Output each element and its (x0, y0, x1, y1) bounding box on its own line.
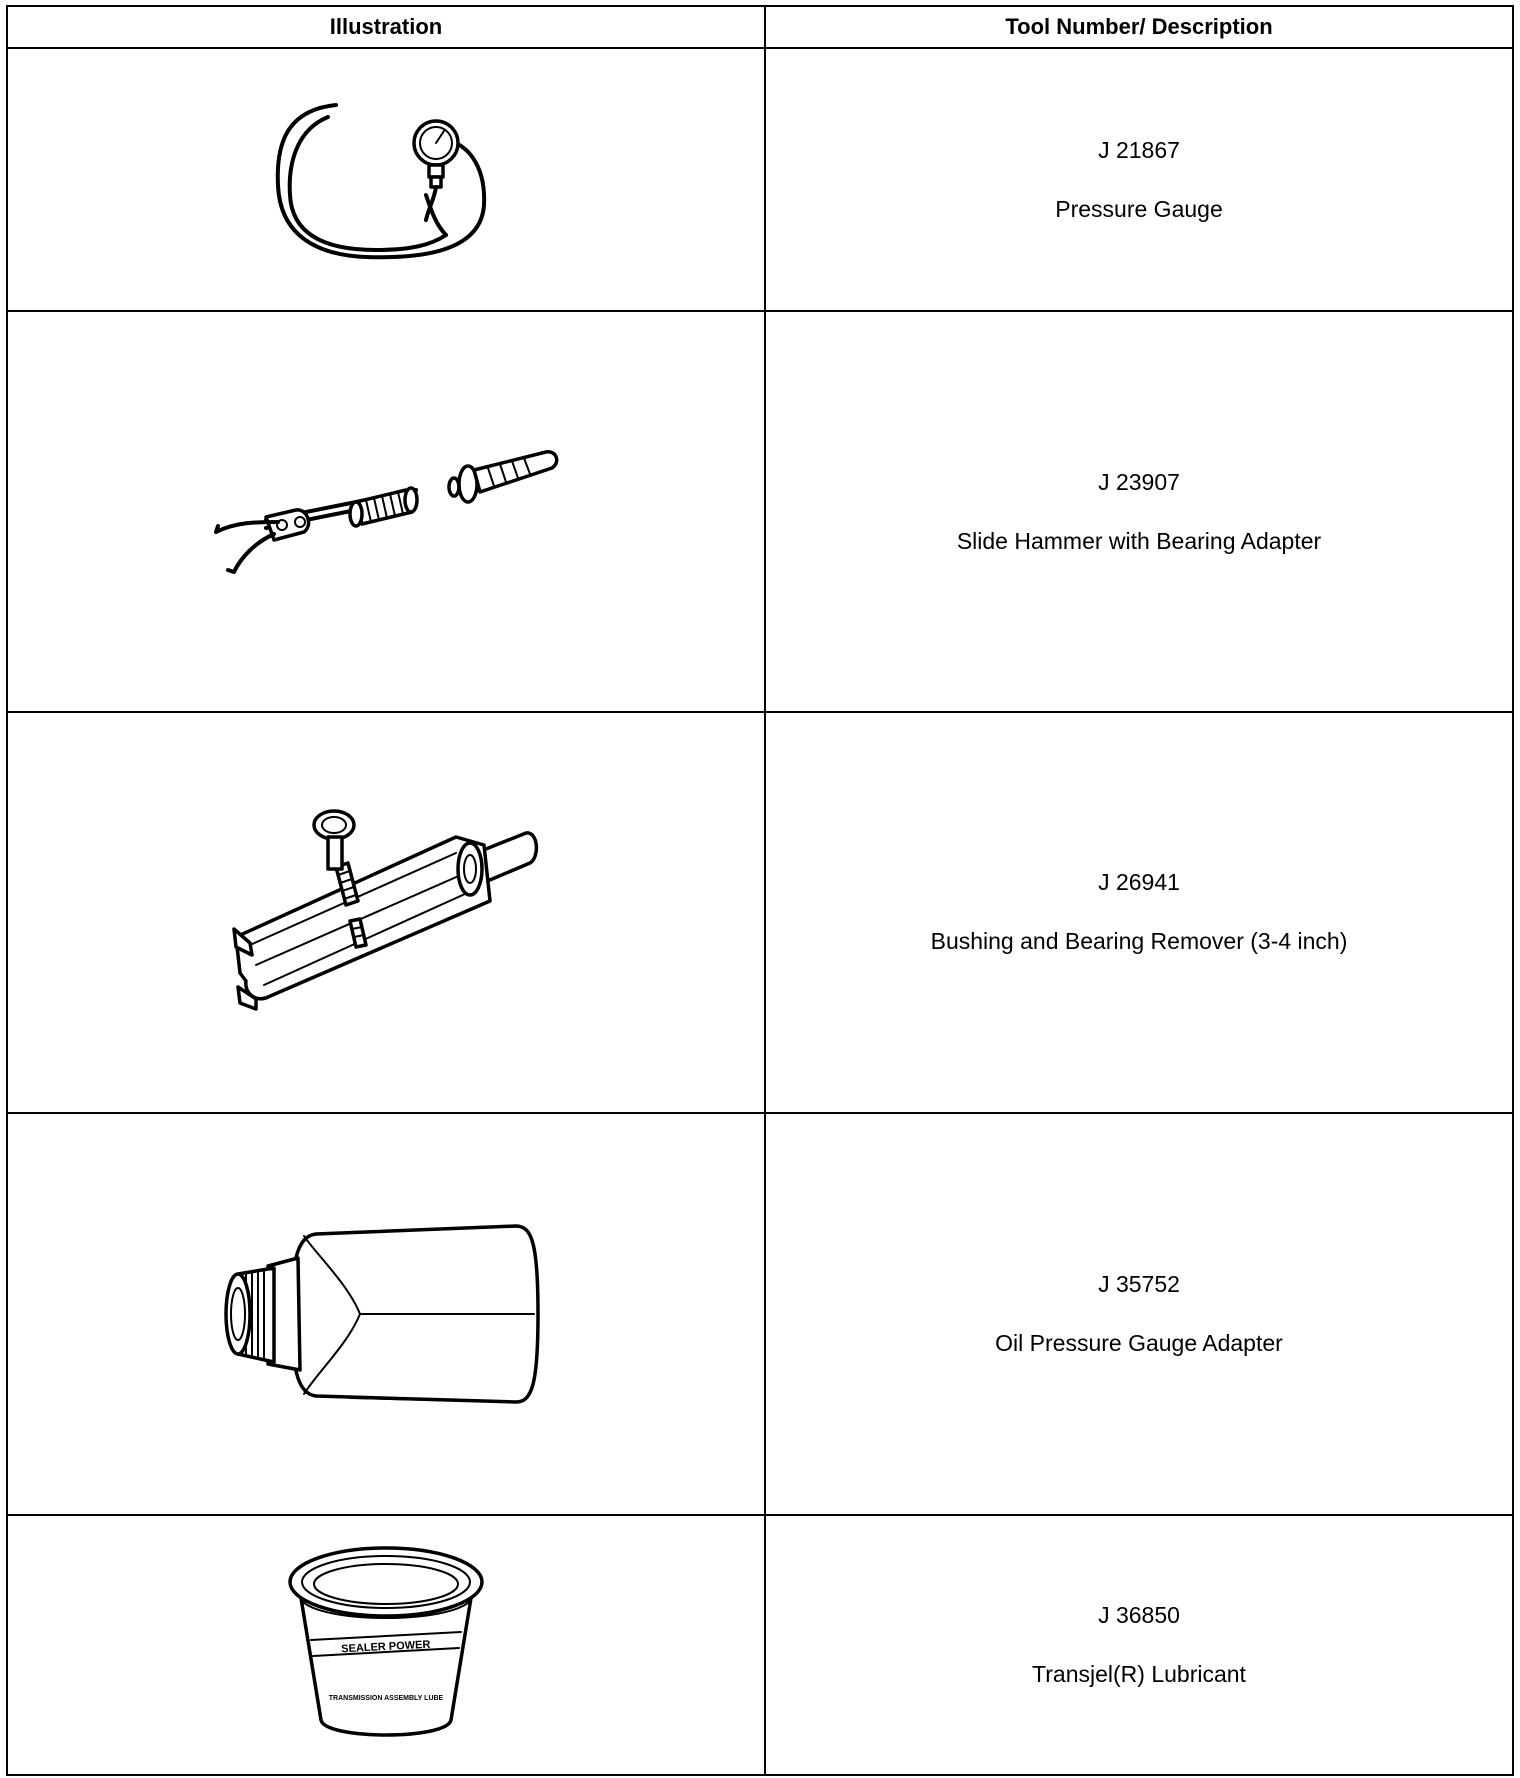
tool-description: Bushing and Bearing Remover (3-4 inch) (930, 928, 1348, 955)
header-illustration: Illustration (7, 6, 765, 48)
table-row (7, 1113, 1513, 1514)
tool-description: Oil Pressure Gauge Adapter (995, 1329, 1283, 1356)
tool-number: J 26941 (1098, 869, 1180, 896)
slide-hammer-icon (206, 442, 566, 582)
tool-description: Transjel(R) Lubricant (1032, 1660, 1246, 1687)
illustration-cell (7, 48, 765, 311)
description-cell (765, 311, 1513, 711)
illustration-cell (7, 1515, 765, 1775)
tool-number: J 35752 (1098, 1270, 1180, 1297)
table-row (7, 311, 1513, 711)
illustration-cell (7, 311, 765, 711)
tub-band-text: SEALER POWER (340, 1638, 431, 1656)
gauge-adapter-icon (216, 1214, 556, 1414)
description-cell (765, 48, 1513, 311)
description-cell (765, 1113, 1513, 1514)
bushing-remover-icon (216, 797, 556, 1027)
lubricant-tub-icon (281, 1540, 491, 1750)
table-row (7, 48, 1513, 311)
tool-number: J 36850 (1098, 1601, 1180, 1628)
description-cell (765, 1515, 1513, 1775)
table-row (7, 712, 1513, 1113)
header-tool-description: Tool Number/ Description (765, 6, 1513, 48)
illustration-cell (7, 1113, 765, 1514)
tool-description: Slide Hammer with Bearing Adapter (956, 527, 1322, 554)
table-header-row (7, 6, 1513, 48)
illustration-cell (7, 712, 765, 1113)
tool-number: J 21867 (1098, 136, 1180, 163)
description-cell (765, 712, 1513, 1113)
special-tools-table (6, 5, 1514, 1776)
pressure-gauge-icon (266, 85, 506, 275)
tool-description: Pressure Gauge (1055, 195, 1223, 222)
tool-number: J 23907 (1098, 468, 1180, 495)
table-row (7, 1515, 1513, 1775)
tub-body-text: TRANSMISSION ASSEMBLY LUBE (328, 1694, 444, 1702)
